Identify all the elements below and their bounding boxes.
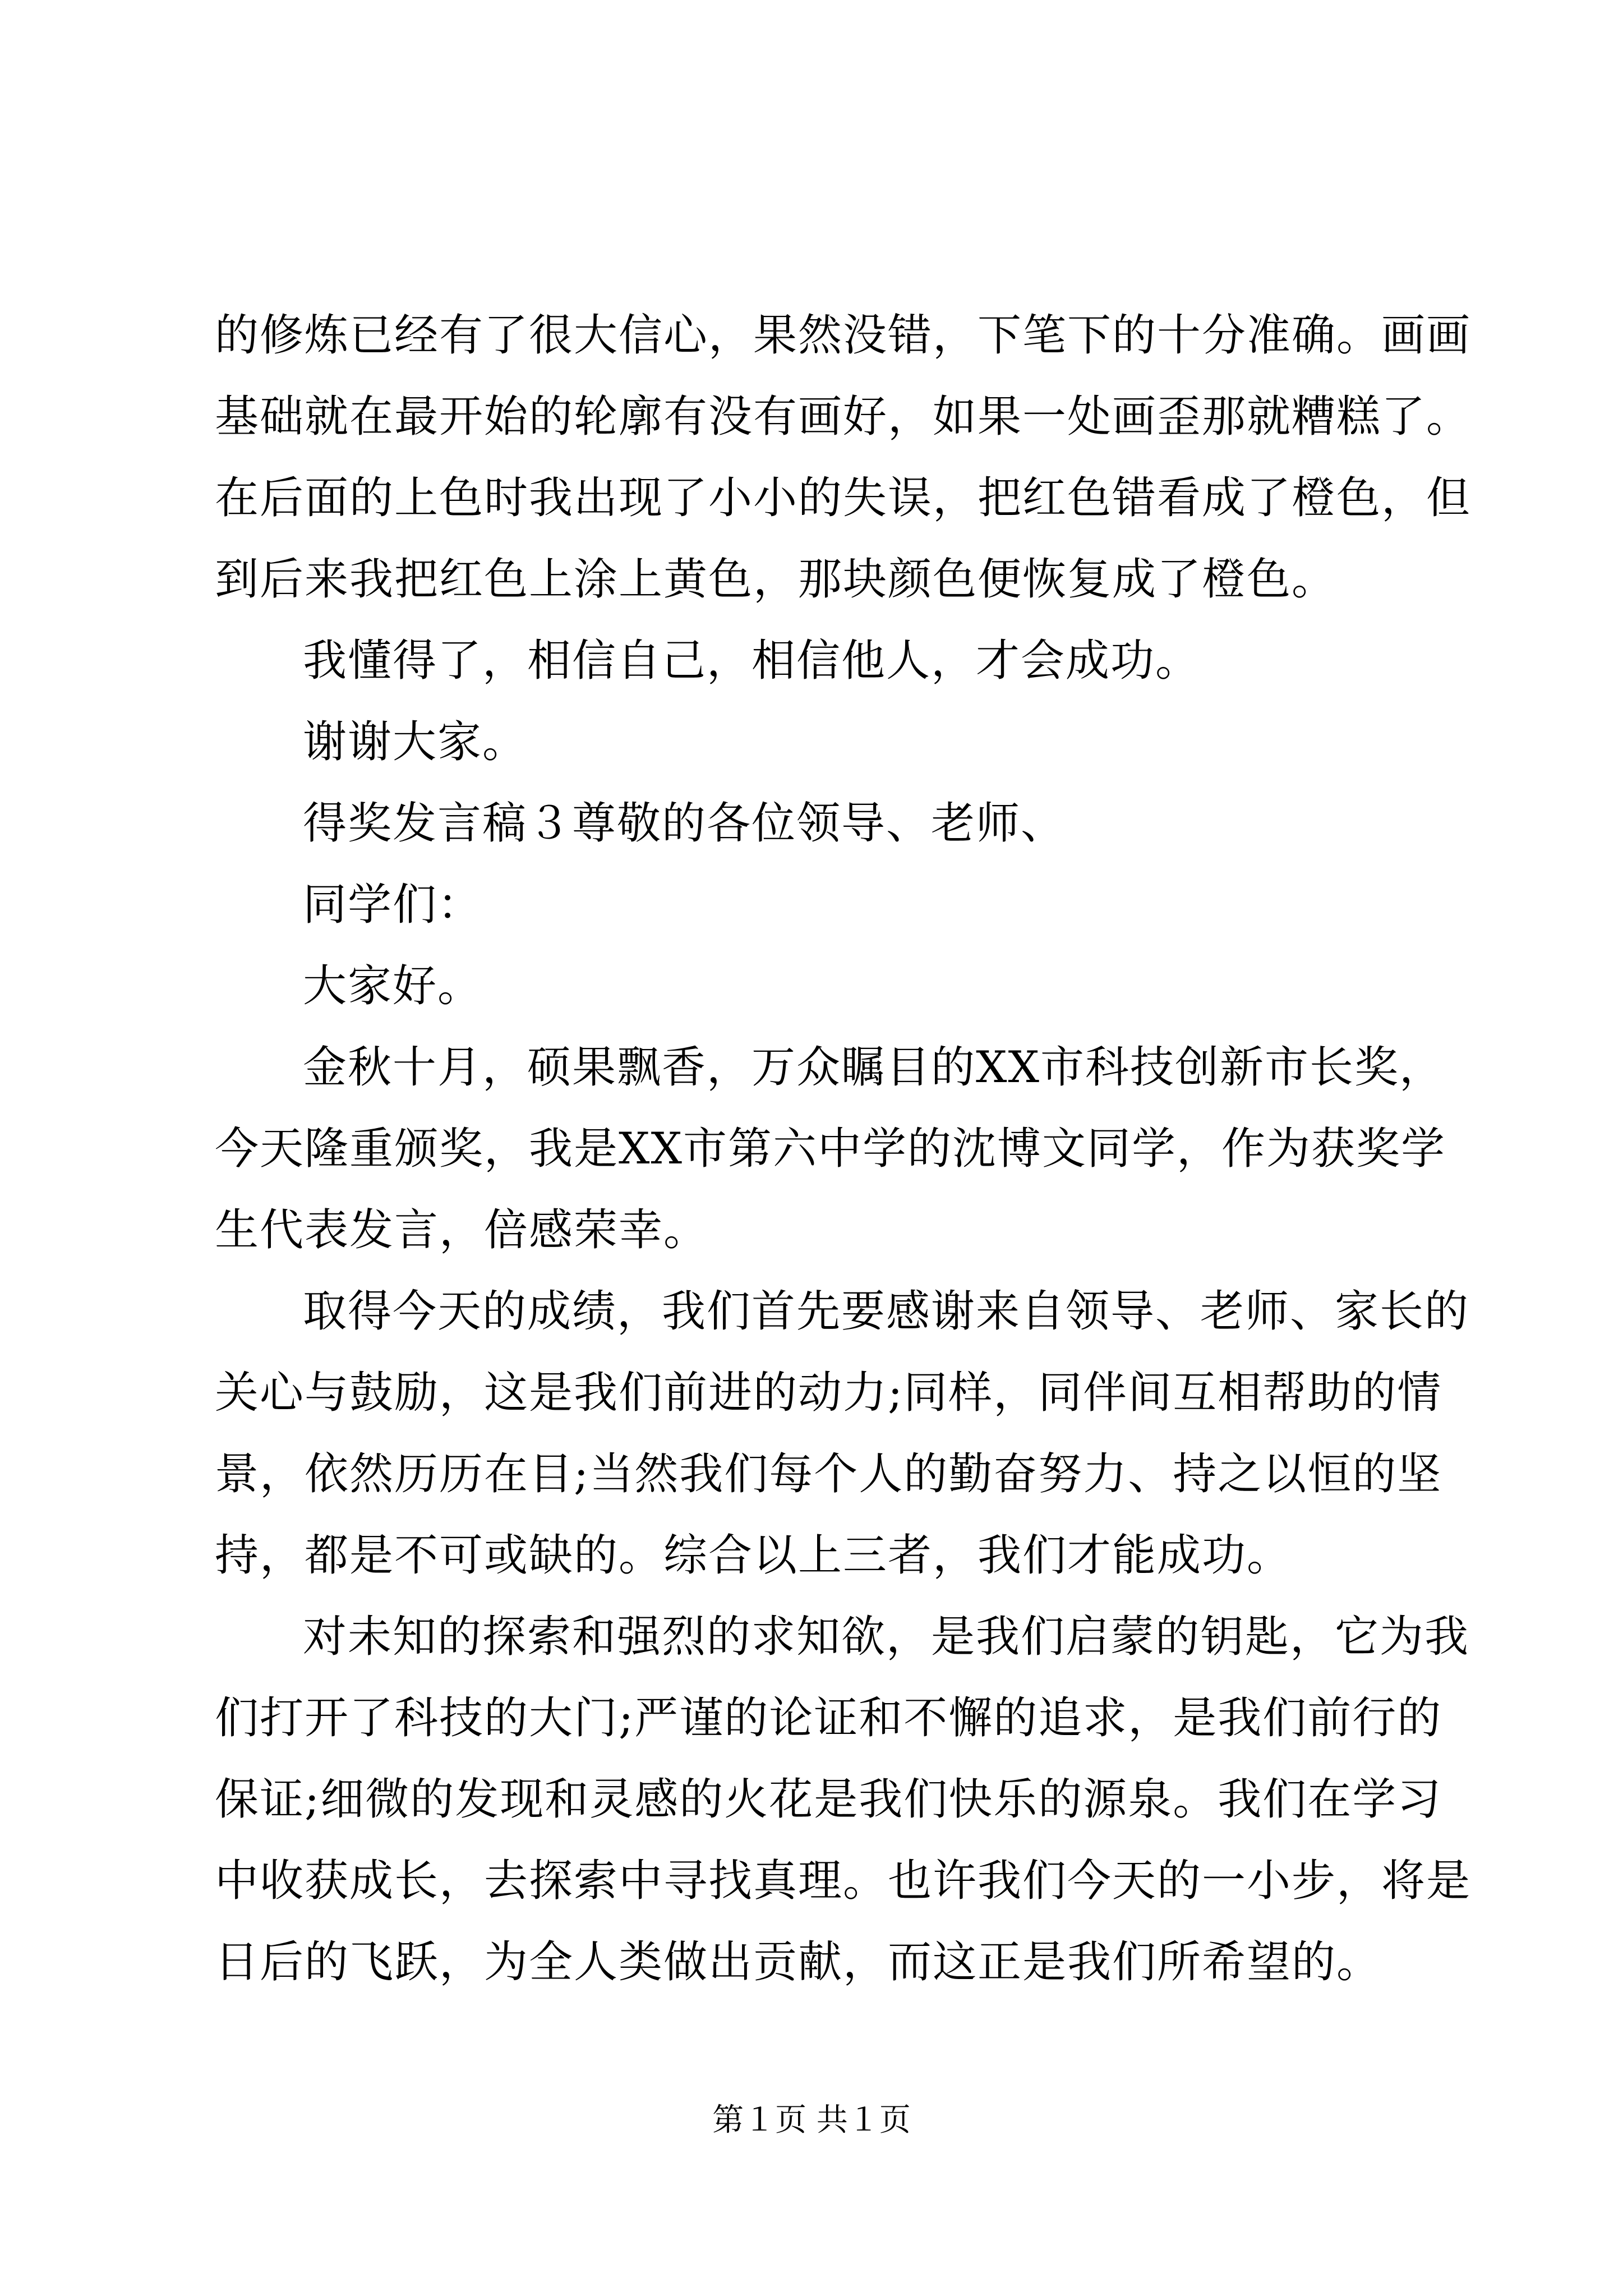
text-line: 今天隆重颁奖，我是XX市第六中学的沈博文同学，作为获奖学 — [215, 1124, 1446, 1174]
text-line: 关心与鼓励，这是我们前进的动力;同样，同伴间互相帮助的情 — [215, 1368, 1442, 1418]
text-line: 保证;细微的发现和灵感的火花是我们快乐的源泉。我们在学习 — [215, 1774, 1442, 1825]
text-line: 大家好。 — [303, 961, 483, 1011]
text-line: 们打开了科技的大门;严谨的论证和不懈的追求，是我们前行的 — [215, 1693, 1442, 1743]
text-line: 对未知的探索和强烈的求知欲，是我们启蒙的钥匙，它为我 — [303, 1612, 1470, 1662]
text-line: 中收获成长，去探索中寻找真理。也许我们今天的一小步，将是 — [215, 1856, 1472, 1906]
text-line: 在后面的上色时我出现了小小的失误，把红色错看成了橙色，但 — [215, 473, 1472, 523]
text-line: 金秋十月，硕果飘香，万众瞩目的XX市科技创新市长奖， — [303, 1042, 1445, 1093]
text-line: 得奖发言稿３尊敬的各位领导、老师、 — [303, 798, 1066, 849]
text-line: 同学们： — [303, 880, 483, 930]
text-line: 到后来我把红色上涂上黄色，那块颜色便恢复成了橙色。 — [215, 554, 1337, 605]
text-line: 持，都是不可或缺的。综合以上三者，我们才能成功。 — [215, 1530, 1292, 1581]
text-line: 景，依然历历在目;当然我们每个人的勤奋努力、持之以恒的坚 — [215, 1449, 1442, 1499]
text-line: 的修炼已经有了很大信心，果然没错，下笔下的十分准确。画画 — [215, 310, 1472, 361]
text-line: 取得今天的成绩，我们首先要感谢来自领导、老师、家长的 — [303, 1286, 1470, 1337]
text-line: 日后的飞跃，为全人类做出贡献，而这正是我们所希望的。 — [215, 1937, 1382, 1987]
text-line: 生代表发言，倍感荣幸。 — [215, 1205, 709, 1255]
text-line: 我懂得了，相信自己，相信他人，才会成功。 — [303, 636, 1201, 686]
text-line: 基础就在最开始的轮廓有没有画好，如果一处画歪那就糟糕了。 — [215, 392, 1472, 442]
text-line: 谢谢大家。 — [303, 717, 528, 767]
page-footer: 第１页 共１页 — [712, 2102, 911, 2138]
